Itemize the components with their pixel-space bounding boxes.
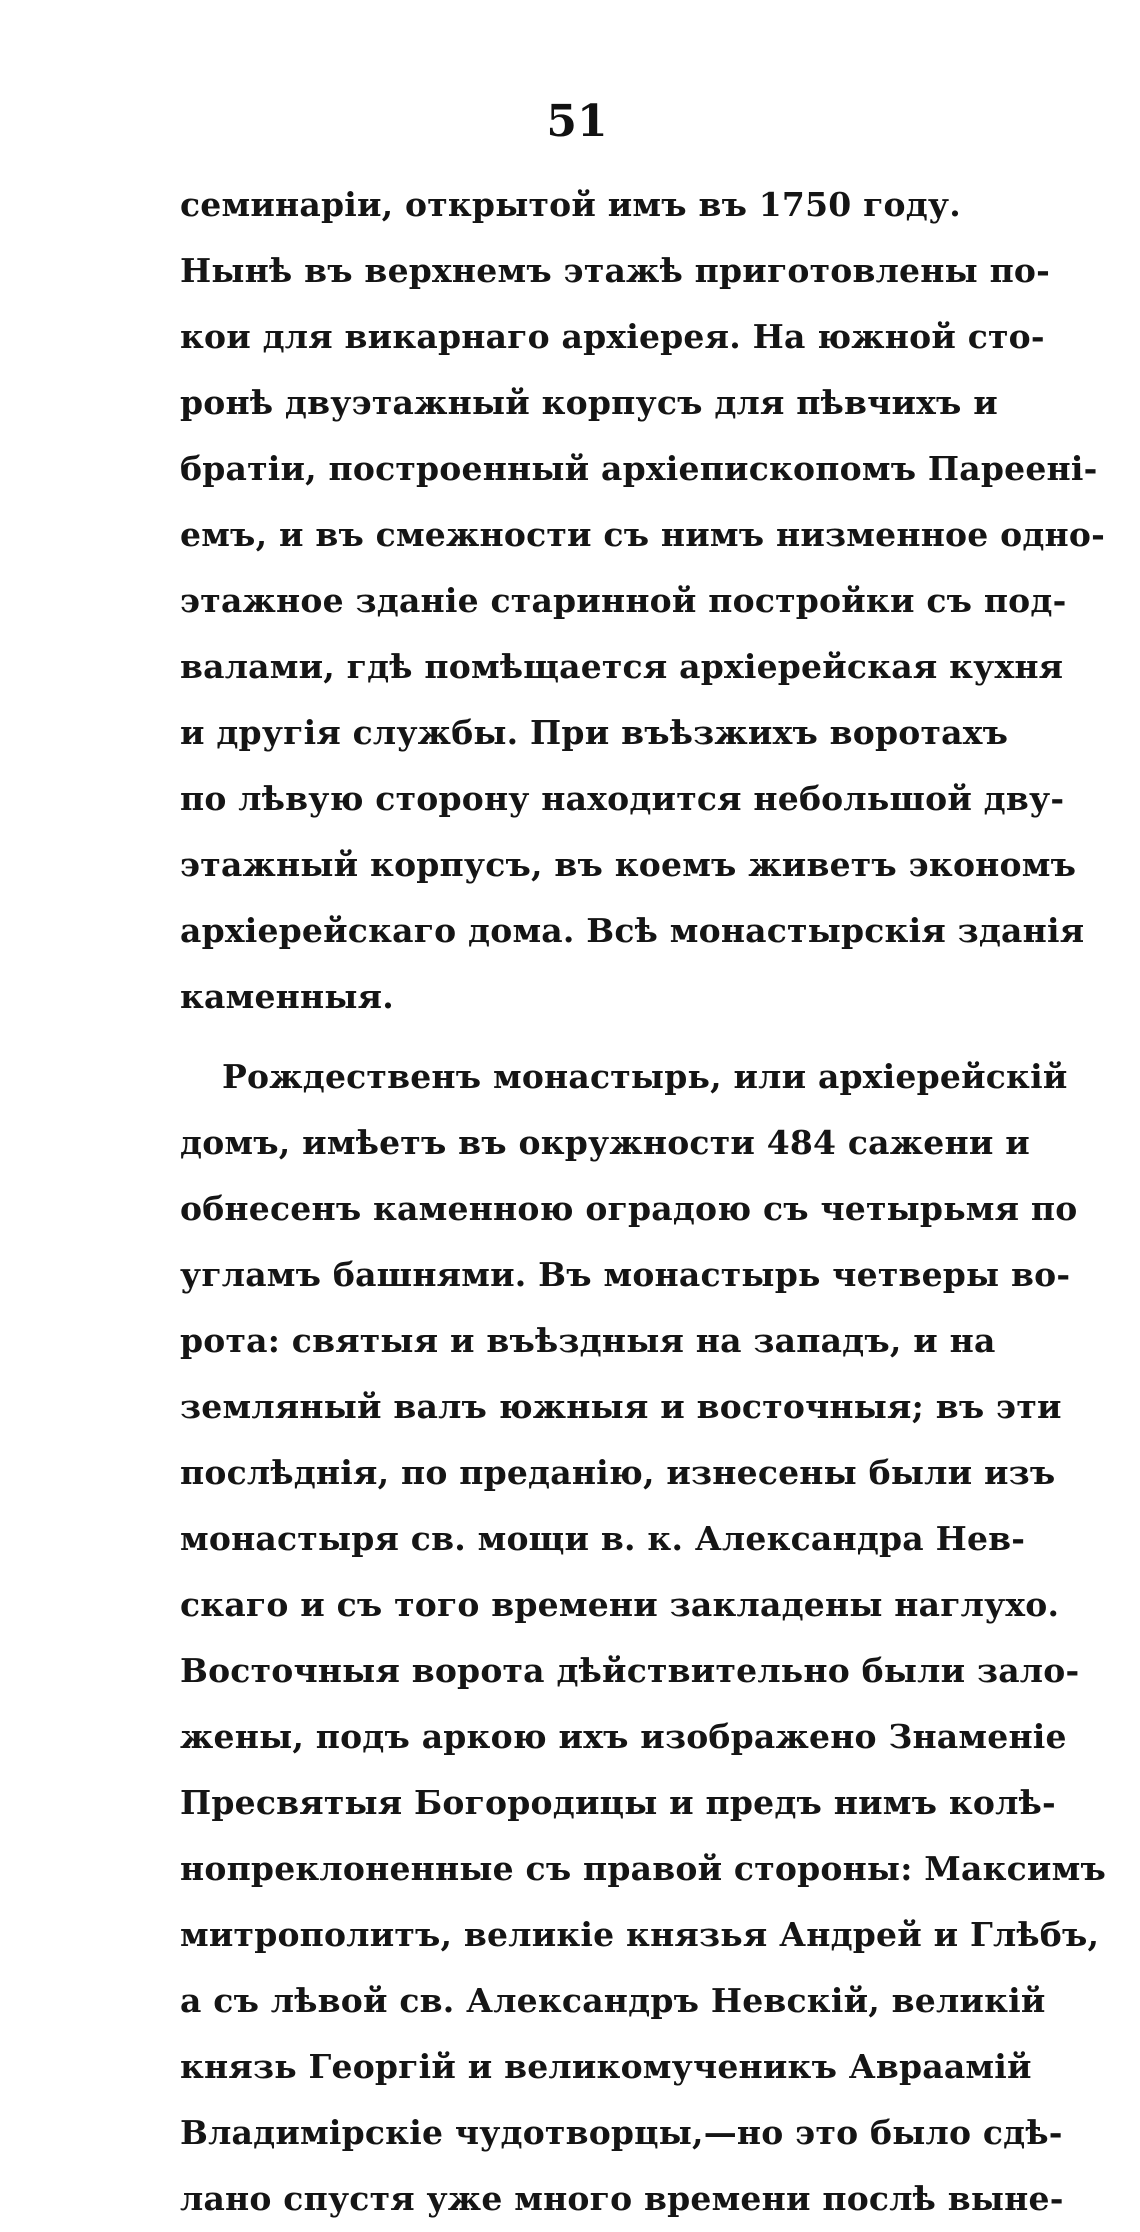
text-line: а съ лѣвой св. Александръ Невскій, великій — [180, 1981, 1046, 2020]
text-line: митрополитъ, великіе князья Андрей и Глѣбъ, — [180, 1915, 1100, 1954]
text-line: валами, гдѣ помѣщается архіерейская кухня — [180, 647, 1064, 686]
text-line: братіи, построенный архіепископомъ Пареені- — [180, 449, 1098, 488]
text-line: и другія службы. При въѣзжихъ воротахъ — [180, 713, 1009, 752]
text-line: этажный корпусъ, въ коемъ живетъ экономъ — [180, 845, 1077, 884]
text-line: семинаріи, открытой имъ въ 1750 году. — [180, 185, 961, 224]
text-line: ронѣ двуэтажный корпусъ для пѣвчихъ и — [180, 383, 998, 422]
body-text — [180, 172, 1106, 2232]
text-line: Владимірскіе чудотворцы,—но это было сдѣ- — [180, 2113, 1063, 2152]
text-line: князь Георгій и великомученикъ Авраамій — [180, 2047, 1032, 2086]
text-line: рота: святыя и въѣздныя на западъ, и на — [180, 1321, 996, 1360]
text-line: угламъ башнями. Въ монастырь четверы во- — [180, 1255, 1071, 1294]
paragraph-1 — [180, 172, 1106, 1030]
text-line: послѣднія, по преданію, изнесены были изъ — [180, 1453, 1056, 1492]
text-line: скаго и съ того времени закладены наглухо. — [180, 1585, 1060, 1624]
text-line: архіерейскаго дома. Всѣ монастырскія зданія — [180, 911, 1085, 950]
text-line: емъ, и въ смежности съ нимъ низменное одно- — [180, 515, 1106, 554]
paragraph-2 — [180, 1044, 1106, 2232]
text-line: монастыря св. мощи в. к. Александра Нев- — [180, 1519, 1026, 1558]
text-line: домъ, имѣетъ въ окружности 484 сажени и — [180, 1123, 1030, 1162]
text-line: жены, подъ аркою ихъ изображено Знаменіе — [180, 1717, 1067, 1756]
text-line: Пресвятыя Богородицы и предъ нимъ колѣ- — [180, 1783, 1056, 1822]
text-line: Нынѣ въ верхнемъ этажѣ приготовлены по- — [180, 251, 1051, 290]
text-line: этажное зданіе старинной постройки съ под- — [180, 581, 1067, 620]
paragraph-gap — [180, 1030, 950, 1044]
text-line: Рождественъ монастырь, или архіерейскій — [222, 1057, 1068, 1096]
text-line: кои для викарнаго архіерея. На южной сто- — [180, 317, 1045, 356]
text-line: по лѣвую сторону находится небольшой дву- — [180, 779, 1065, 818]
text-line: каменныя. — [180, 977, 394, 1016]
text-line: лано спустя уже много времени послѣ выне- — [180, 2179, 1064, 2218]
text-line: обнесенъ каменною оградою съ четырьмя по — [180, 1189, 1078, 1228]
text-line: земляный валъ южныя и восточныя; въ эти — [180, 1387, 1062, 1426]
text-line: Восточныя ворота дѣйствительно были зало- — [180, 1651, 1080, 1690]
page-number: 51 — [546, 96, 608, 147]
text-line: нопреклоненные съ правой стороны: Максимъ — [180, 1849, 1106, 1888]
